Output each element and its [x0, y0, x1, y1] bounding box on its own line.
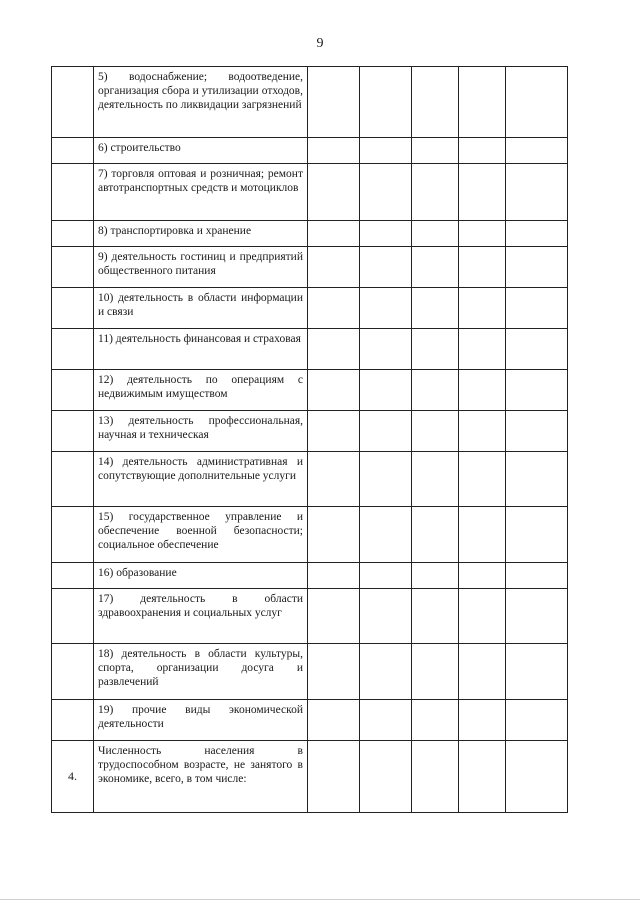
value-cell [459, 221, 506, 247]
row-number-cell [52, 67, 94, 138]
value-cell [308, 411, 360, 452]
value-cell [360, 247, 412, 288]
value-cell [308, 700, 360, 741]
indicator-text-cell: 15) государственное управление и обеспечение военной безопасности; социальное обеспечение [94, 507, 308, 563]
indicator-text-cell: 14) деятельность административная и сопутствующие дополнительные услуги [94, 452, 308, 507]
indicator-text-cell: 13) деятельность профессиональная, научная и техническая [94, 411, 308, 452]
value-cell [412, 138, 459, 164]
indicator-text-cell: 8) транспортировка и хранение [94, 221, 308, 247]
value-cell [308, 644, 360, 700]
value-cell [360, 329, 412, 370]
row-number-cell [52, 329, 94, 370]
value-cell [412, 563, 459, 589]
value-cell [459, 288, 506, 329]
table-row [52, 370, 568, 411]
value-cell [412, 288, 459, 329]
value-cell [308, 329, 360, 370]
value-cell [308, 164, 360, 221]
value-cell [360, 644, 412, 700]
value-cell [506, 288, 568, 329]
value-cell [360, 700, 412, 741]
value-cell [412, 507, 459, 563]
table-row [52, 288, 568, 329]
row-number-cell: 4. [52, 741, 94, 813]
value-cell [360, 164, 412, 221]
table-row [52, 247, 568, 288]
row-number-cell [52, 288, 94, 329]
indicator-text-cell: 10) деятельность в области информации и связи [94, 288, 308, 329]
value-cell [506, 411, 568, 452]
value-cell [412, 247, 459, 288]
indicator-text-cell: 6) строительство [94, 138, 308, 164]
value-cell [360, 411, 412, 452]
value-cell [412, 700, 459, 741]
table-row [52, 329, 568, 370]
page-bottom-edge [0, 899, 640, 900]
value-cell [360, 370, 412, 411]
table-row [52, 700, 568, 741]
value-cell [360, 563, 412, 589]
indicator-text-cell: 5) водоснабжение; водоотведение, организация сбора и утилизации отходов, деятельность по ликвидации загрязнений [94, 67, 308, 138]
value-cell [412, 644, 459, 700]
value-cell [506, 67, 568, 138]
value-cell [308, 221, 360, 247]
indicator-text-cell: 16) образование [94, 563, 308, 589]
row-number-cell [52, 563, 94, 589]
statistics-table [51, 66, 568, 813]
value-cell [459, 164, 506, 221]
page-number: 9 [316, 36, 324, 51]
value-cell [506, 741, 568, 813]
indicator-text-cell: 18) деятельность в области культуры, спорта, организации досуга и развлечений [94, 644, 308, 700]
value-cell [308, 247, 360, 288]
value-cell [506, 589, 568, 644]
value-cell [506, 138, 568, 164]
value-cell [360, 221, 412, 247]
row-number-cell [52, 452, 94, 507]
value-cell [459, 247, 506, 288]
table-row [52, 589, 568, 644]
table-row [52, 507, 568, 563]
indicator-text-cell: Численность населения в трудоспособном возрасте, не занятого в экономике, всего, в том числе: [94, 741, 308, 813]
value-cell [506, 644, 568, 700]
row-number-cell [52, 700, 94, 741]
value-cell [412, 370, 459, 411]
value-cell [506, 164, 568, 221]
value-cell [459, 741, 506, 813]
value-cell [412, 221, 459, 247]
value-cell [459, 589, 506, 644]
value-cell [506, 452, 568, 507]
value-cell [308, 452, 360, 507]
value-cell [308, 507, 360, 563]
value-cell [459, 507, 506, 563]
value-cell [412, 741, 459, 813]
indicator-text-cell: 17) деятельность в области здравоохранения и социальных услуг [94, 589, 308, 644]
row-number-cell [52, 138, 94, 164]
row-number-cell [52, 589, 94, 644]
table-row [52, 67, 568, 138]
value-cell [412, 589, 459, 644]
value-cell [459, 452, 506, 507]
value-cell [360, 589, 412, 644]
row-number-cell [52, 370, 94, 411]
value-cell [459, 644, 506, 700]
value-cell [459, 329, 506, 370]
table-row [52, 221, 568, 247]
row-number-cell [52, 507, 94, 563]
table-row [52, 452, 568, 507]
value-cell [506, 507, 568, 563]
row-number-cell [52, 644, 94, 700]
table-row [52, 741, 568, 813]
value-cell [412, 67, 459, 138]
table-row [52, 138, 568, 164]
value-cell [459, 563, 506, 589]
value-cell [360, 507, 412, 563]
value-cell [308, 67, 360, 138]
indicator-text-cell: 19) прочие виды экономической деятельности [94, 700, 308, 741]
row-number-cell [52, 411, 94, 452]
indicator-text-cell: 9) деятельность гостиниц и предприятий общественного питания [94, 247, 308, 288]
table-row [52, 644, 568, 700]
value-cell [506, 370, 568, 411]
value-cell [308, 370, 360, 411]
value-cell [412, 164, 459, 221]
value-cell [308, 288, 360, 329]
table-row [52, 411, 568, 452]
row-number-cell [52, 164, 94, 221]
value-cell [459, 411, 506, 452]
row-number-cell [52, 247, 94, 288]
indicator-text-cell: 11) деятельность финансовая и страховая [94, 329, 308, 370]
row-number-cell [52, 221, 94, 247]
value-cell [360, 741, 412, 813]
value-cell [459, 138, 506, 164]
value-cell [308, 589, 360, 644]
value-cell [506, 329, 568, 370]
value-cell [459, 370, 506, 411]
value-cell [506, 247, 568, 288]
value-cell [360, 67, 412, 138]
value-cell [506, 221, 568, 247]
value-cell [506, 700, 568, 741]
value-cell [459, 67, 506, 138]
table-row [52, 563, 568, 589]
indicator-text-cell: 12) деятельность по операциям с недвижимым имуществом [94, 370, 308, 411]
value-cell [308, 563, 360, 589]
value-cell [506, 563, 568, 589]
value-cell [412, 329, 459, 370]
table-row [52, 164, 568, 221]
value-cell [360, 288, 412, 329]
value-cell [412, 452, 459, 507]
value-cell [308, 138, 360, 164]
value-cell [360, 452, 412, 507]
indicator-text-cell: 7) торговля оптовая и розничная; ремонт автотранспортных средств и мотоциклов [94, 164, 308, 221]
value-cell [360, 138, 412, 164]
value-cell [308, 741, 360, 813]
value-cell [412, 411, 459, 452]
value-cell [459, 700, 506, 741]
